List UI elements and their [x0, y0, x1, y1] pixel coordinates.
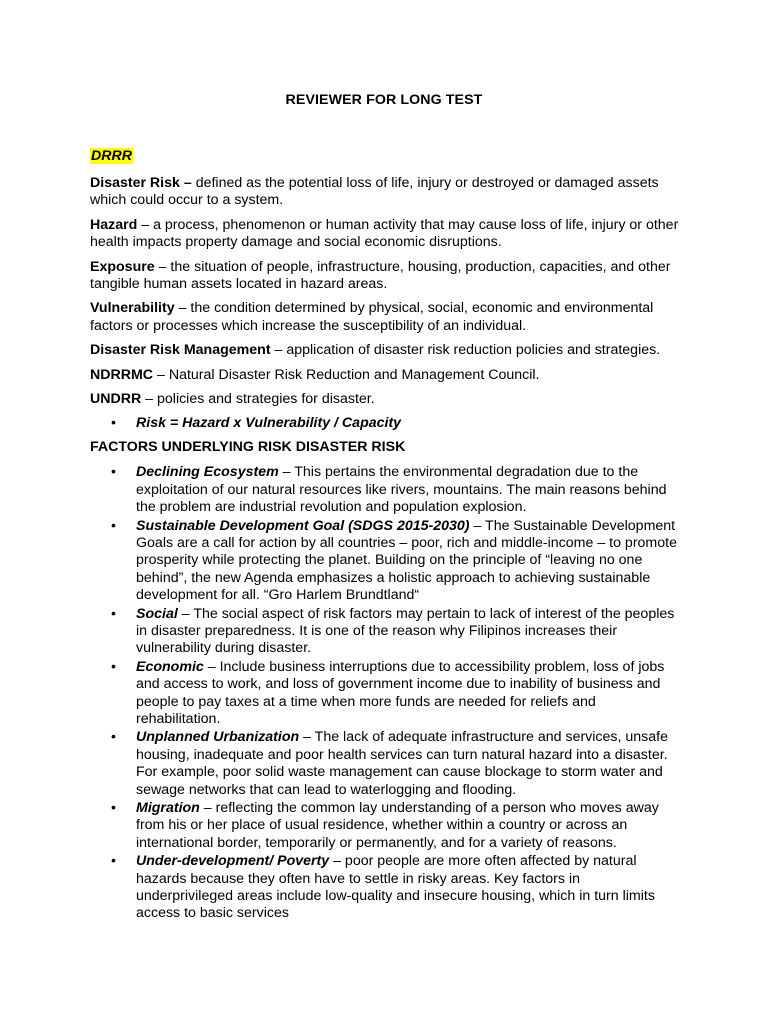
- definition-text: – policies and strategies for disaster.: [141, 391, 375, 408]
- definition-text: defined as the potential loss of life, injury or destroyed or damaged assets which could occur to a system.: [90, 175, 659, 209]
- risk-formula: Risk = Hazard x Vulnerability / Capacity: [136, 415, 402, 432]
- factor-item-poverty: [136, 853, 680, 923]
- factor-term: Social: [136, 605, 178, 622]
- definition-disaster-risk-management: [90, 342, 680, 359]
- factors-heading: FACTORS UNDERLYING RISK DISASTER RISK: [90, 438, 406, 455]
- definition-hazard: [90, 217, 680, 252]
- factor-term: Sustainable Development Goal (SDGS 2015-2030): [136, 517, 470, 534]
- section-label-wrap: [90, 148, 680, 164]
- formula-list: [90, 415, 680, 432]
- factor-text: – Include business interruptions due to accessibility problem, loss of jobs and access to work, and loss of government income due to inability of business and people to pay taxes at a time when more funds are needed for reliefs and rehabilitation.: [136, 658, 665, 727]
- definition-exposure: [90, 259, 680, 294]
- factor-item-unplanned-urbanization: [136, 729, 680, 799]
- definition-term: Disaster Risk –: [90, 175, 192, 191]
- definition-ndrrmc: [90, 367, 680, 384]
- factors-list: [90, 464, 680, 923]
- factor-term: Migration: [136, 800, 200, 816]
- definition-term: UNDRR: [90, 391, 142, 408]
- factor-text: – The social aspect of risk factors may pertain to lack of interest of the peoples in disaster preparedness. It is one of the reason why Filipinos increases their vulnerability during disaster.: [136, 605, 675, 657]
- definition-term: Vulnerability: [90, 300, 175, 317]
- definition-undrr: [90, 391, 680, 408]
- factor-term: Declining Ecosystem: [136, 464, 279, 481]
- definition-disaster-risk: [90, 175, 680, 210]
- document-body: [90, 148, 680, 924]
- factor-item-sdgs: [136, 518, 680, 605]
- factor-text: – reflecting the common lay understanding of a person who moves away from his or her place of usual residence, whether within a country or across an international border, temporarily or permanently, and for a variety of reasons.: [136, 800, 659, 851]
- definition-term: Hazard: [90, 216, 138, 233]
- section-label-highlighted: DRRR: [91, 148, 132, 164]
- factor-item-economic: [136, 659, 680, 729]
- formula-item: [136, 415, 680, 432]
- definition-text: – Natural Disaster Risk Reduction and Management Council.: [153, 366, 540, 383]
- definition-text: – application of disaster risk reduction policies and strategies.: [270, 342, 661, 359]
- definition-text: – the condition determined by physical, social, economic and environmental factors or processes which increase the susceptibility of an individual.: [90, 300, 654, 334]
- factor-term: Economic: [136, 658, 204, 675]
- definition-term: Disaster Risk Management: [90, 342, 271, 359]
- factor-text: – The Sustainable Development Goals are a call for action by all countries – poor, rich and middle-income – to promote prosperity while protecting the planet. Building on the principle of “leaving no one behind”, the new Agenda emphasizes a holistic approach to achieving sustainable development for all. “Gro Harlem Brundtland“: [136, 517, 677, 604]
- factor-text: – The lack of adequate infrastructure and services, unsafe housing, inadequate and poor health services can turn natural hazard into a disaster. For example, poor solid waste management can cause blockage to storm water and sewage networks that can lead to waterlogging and flooding.: [136, 729, 668, 798]
- definition-vulnerability: [90, 300, 680, 335]
- definition-term: NDRRMC: [90, 366, 154, 383]
- factor-item-migration: [136, 800, 680, 852]
- factor-text: – This pertains the environmental degradation due to the exploitation of our natural resources like rivers, mountains. The main reasons behind the problem are industrial revolution and population explosion.: [136, 464, 667, 516]
- factor-term: Under-development/ Poverty: [136, 853, 330, 870]
- definition-text: – a process, phenomenon or human activity that may cause loss of life, injury or other health impacts property damage and social economic disruptions.: [90, 216, 679, 251]
- factor-item-social: [136, 606, 680, 658]
- page-title: REVIEWER FOR LONG TEST: [285, 92, 483, 108]
- definition-term: Exposure: [90, 258, 155, 275]
- factor-text: – poor people are more often affected by natural hazards because they often have to settle in risky areas. Key factors in underprivileged areas include low-quality and insecure housing, which in turn limits access to basic services: [136, 853, 655, 922]
- definition-text: – the situation of people, infrastructure, housing, production, capacities, and other tangible human assets located in hazard areas.: [90, 258, 671, 293]
- factor-term: Unplanned Urbanization: [136, 729, 300, 746]
- factor-item-declining-ecosystem: [136, 464, 680, 516]
